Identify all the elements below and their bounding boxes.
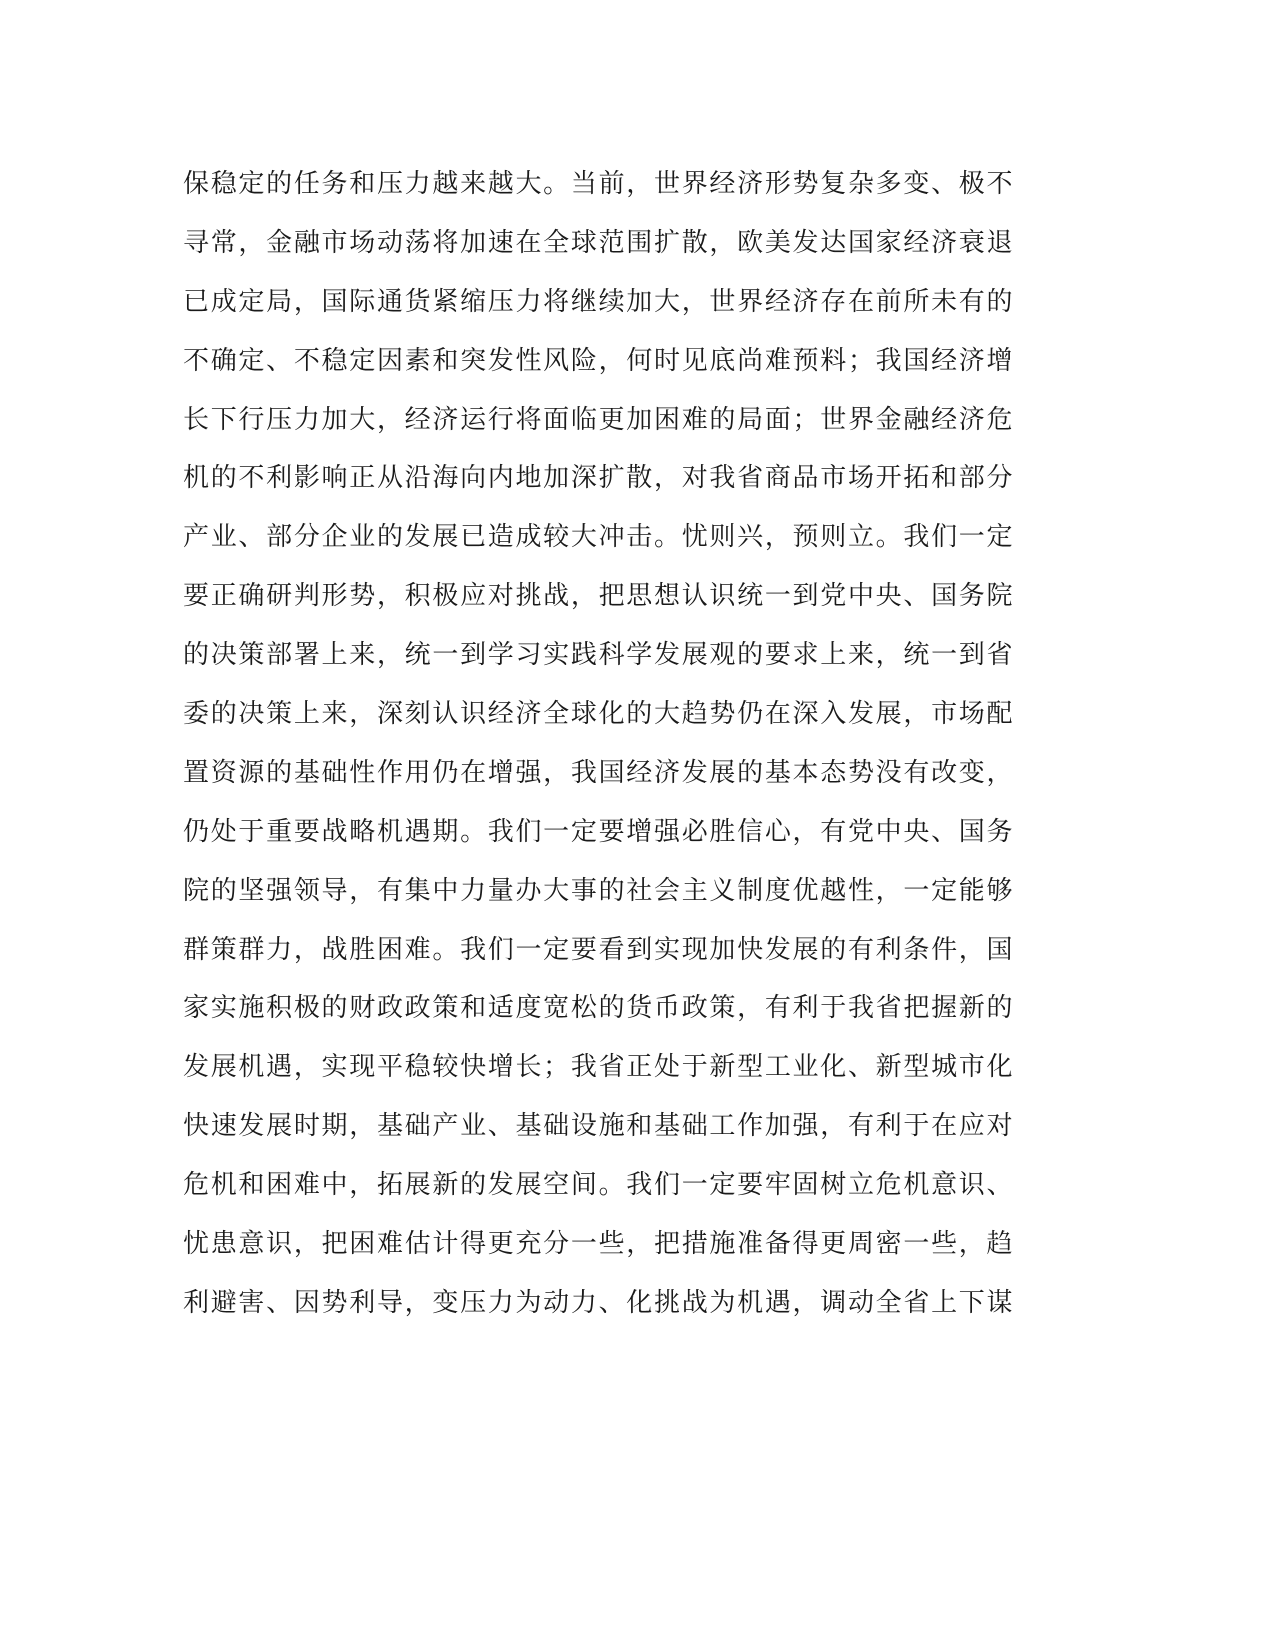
text-line: 利避害、因势利导，变压力为动力、化挑战为机遇，调动全省上下谋 — [183, 1287, 1013, 1318]
text-line: 群策群力，战胜困难。我们一定要看到实现加快发展的有利条件，国 — [183, 934, 1013, 965]
text-line: 要正确研判形势，积极应对挑战，把思想认识统一到党中央、国务院 — [183, 581, 1013, 612]
text-line: 已成定局，国际通货紧缩压力将继续加大，世界经济存在前所未有的 — [183, 286, 1013, 317]
text-line: 不确定、不稳定因素和突发性风险，何时见底尚难预料；我国经济增 — [183, 345, 1013, 376]
text-line: 长下行压力加大，经济运行将面临更加困难的局面；世界金融经济危 — [183, 404, 1013, 435]
text-line: 仍处于重要战略机遇期。我们一定要增强必胜信心，有党中央、国务 — [183, 816, 1013, 847]
text-line: 机的不利影响正从沿海向内地加深扩散，对我省商品市场开拓和部分 — [183, 463, 1013, 494]
text-line: 寻常，金融市场动荡将加速在全球范围扩散，欧美发达国家经济衰退 — [183, 227, 1013, 258]
text-line: 危机和困难中，拓展新的发展空间。我们一定要牢固树立危机意识、 — [183, 1170, 1013, 1201]
body-text — [183, 155, 1013, 1333]
text-line: 忧患意识，把困难估计得更充分一些，把措施准备得更周密一些，趋 — [183, 1229, 1013, 1260]
text-line: 委的决策上来，深刻认识经济全球化的大趋势仍在深入发展，市场配 — [183, 699, 1013, 730]
text-line: 保稳定的任务和压力越来越大。当前，世界经济形势复杂多变、极不 — [183, 169, 1013, 199]
text-line: 快速发展时期，基础产业、基础设施和基础工作加强，有利于在应对 — [183, 1111, 1013, 1142]
text-line: 院的坚强领导，有集中力量办大事的社会主义制度优越性，一定能够 — [183, 875, 1013, 906]
text-line: 发展机遇，实现平稳较快增长；我省正处于新型工业化、新型城市化 — [183, 1052, 1013, 1083]
text-line: 置资源的基础性作用仍在增强，我国经济发展的基本态势没有改变， — [183, 757, 1013, 788]
text-line: 家实施积极的财政政策和适度宽松的货币政策，有利于我省把握新的 — [183, 993, 1013, 1024]
text-line: 产业、部分企业的发展已造成较大冲击。忧则兴，预则立。我们一定 — [183, 522, 1013, 553]
text-line: 的决策部署上来，统一到学习实践科学发展观的要求上来，统一到省 — [183, 640, 1013, 671]
